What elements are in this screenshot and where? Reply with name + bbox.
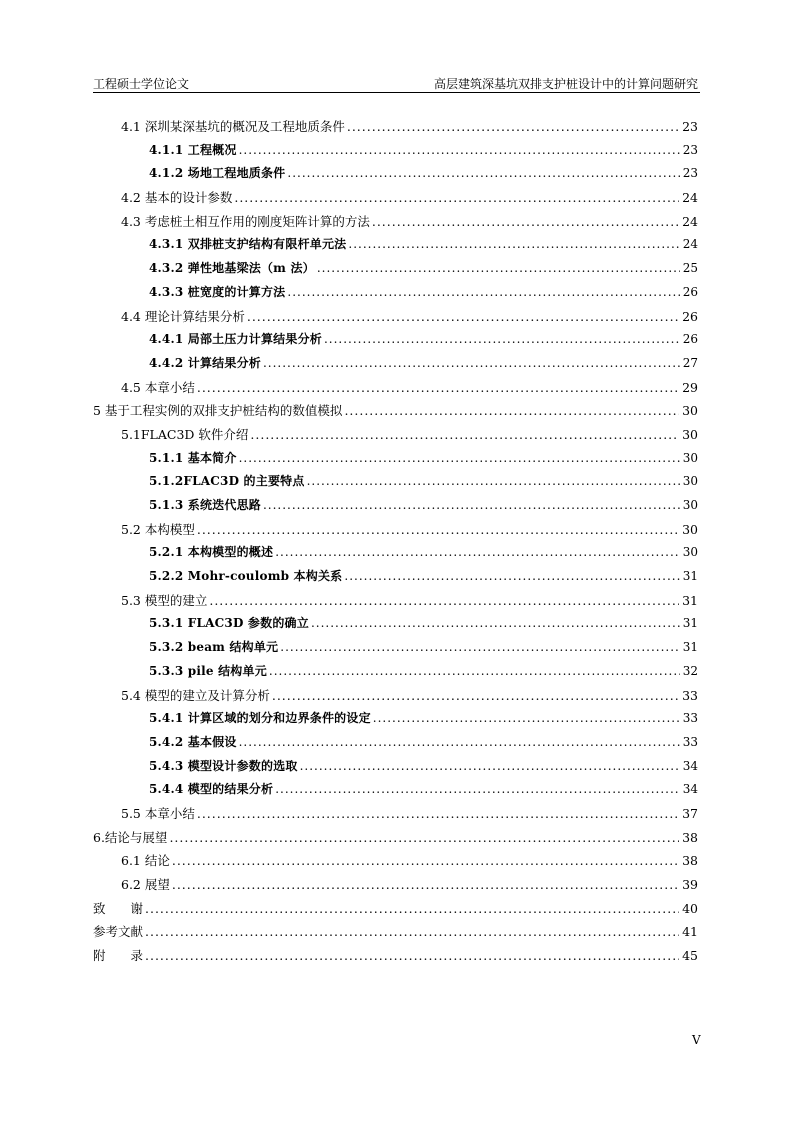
toc-entry[interactable] [93,210,698,234]
toc-dot-leader [172,849,679,873]
toc-entry[interactable] [93,802,698,826]
toc-entry-page: 30 [682,521,698,537]
toc-entry-title: 4.3.2 弹性地基梁法（m 法） [149,261,315,276]
toc-dot-leader [239,731,680,755]
running-header [93,78,700,93]
toc-entry[interactable] [93,470,698,494]
toc-dot-leader [145,920,679,944]
toc-dot-leader [169,826,679,850]
toc-entry-page: 30 [682,545,698,560]
toc-entry-title: 5.1.2FLAC3D 的主要特点 [149,474,305,489]
header-thesis-type: 工程硕士学位论文 [93,77,190,91]
toc-dot-leader [287,281,679,305]
toc-entry[interactable] [93,920,698,944]
toc-dot-leader [272,684,679,708]
toc-dot-leader [324,328,680,352]
toc-dot-leader [280,636,679,660]
toc-dot-leader [347,115,679,139]
toc-entry-page: 39 [682,877,698,892]
toc-entry-title: 5.3.2 beam 结构单元 [149,640,279,655]
toc-entry-title: 5.1.1 基本简介 [149,450,237,465]
toc-entry[interactable] [93,612,698,636]
toc-entry-page: 30 [682,426,698,442]
toc-entry-title: 5.2.1 本构模型的概述 [149,545,274,560]
toc-dot-leader [263,494,680,518]
toc-entry[interactable] [93,352,698,376]
toc-dot-leader [197,376,679,400]
toc-entry[interactable] [93,897,698,921]
toc-entry-page: 30 [682,450,698,465]
toc-entry-title: 4.4.1 局部土压力计算结果分析 [149,332,322,347]
header-thesis-title: 高层建筑深基坑双排支护桩设计中的计算问题研究 [433,77,698,91]
toc-entry[interactable] [93,162,698,186]
toc-entry-title: 参考文献 [93,924,144,940]
toc-dot-leader [373,707,680,731]
toc-entry-page: 33 [682,687,698,703]
toc-dot-leader [239,447,680,471]
toc-entry-title: 4.1.2 场地工程地质条件 [149,166,286,181]
toc-entry-page: 24 [682,190,698,206]
page-number: V [692,1033,701,1047]
toc-entry-title: 4.1 深圳某深基坑的概况及工程地质条件 [121,119,345,134]
toc-entry-page: 26 [682,332,698,347]
toc-entry[interactable] [93,399,698,423]
toc-dot-leader [275,541,680,565]
toc-entry[interactable] [93,707,698,731]
toc-dot-leader [300,755,680,779]
toc-dot-leader [307,470,680,494]
toc-dot-leader [145,944,679,968]
toc-entry[interactable] [93,518,698,542]
toc-entry[interactable] [93,541,698,565]
toc-entry-title: 4.1.1 工程概况 [149,142,237,157]
toc-entry[interactable] [93,849,698,873]
toc-entry-title: 附 录 [93,948,144,964]
toc-entry-title: 5.4.3 模型设计参数的选取 [149,758,298,773]
toc-entry-page: 26 [682,284,698,299]
toc-entry-title: 5.2.2 Mohr-coulomb 本构关系 [149,569,343,584]
toc-entry[interactable] [93,115,698,139]
toc-entry[interactable] [93,447,698,471]
toc-entry-title: 6.结论与展望 [93,829,168,845]
toc-entry[interactable] [93,731,698,755]
toc-entry[interactable] [93,494,698,518]
toc-dot-leader [172,873,679,897]
toc-entry-page: 30 [682,498,698,512]
toc-entry[interactable] [93,281,698,305]
toc-entry-page: 23 [682,142,698,157]
toc-entry-title: 4.5 本章小结 [121,379,195,395]
toc-dot-leader [269,660,680,684]
toc-entry[interactable] [93,328,698,352]
toc-entry-page: 25 [682,261,698,276]
toc-entry[interactable] [93,755,698,779]
toc-dot-leader [311,612,680,636]
toc-entry-page: 31 [682,616,698,631]
toc-entry-title: 5.3.3 pile 结构单元 [149,663,267,678]
toc-entry-title: 4.4 理论计算结果分析 [121,308,245,324]
toc-dot-leader [372,210,679,234]
toc-entry-page: 24 [682,213,698,229]
toc-entry-page: 24 [682,237,698,252]
toc-entry-page: 31 [682,640,698,655]
toc-dot-leader [247,305,679,329]
toc-entry-title: 5.1.3 系统迭代思路 [149,498,261,512]
toc-dot-leader [263,352,680,376]
toc-entry-title: 4.2 基本的设计参数 [121,190,233,206]
toc-entry-page: 45 [682,948,698,964]
toc-entry-page: 34 [682,758,698,773]
toc-entry-title: 5.3.1 FLAC3D 参数的确立 [149,616,309,631]
toc-dot-leader [239,139,680,163]
toc-dot-leader [275,778,680,802]
toc-dot-leader [234,186,679,210]
toc-entry-title: 5.4.1 计算区域的划分和边界条件的设定 [149,711,371,726]
toc-entry[interactable] [93,376,698,400]
toc-entry-title: 4.3 考虑桩土相互作用的刚度矩阵计算的方法 [121,213,370,229]
toc-entry[interactable] [93,565,698,589]
toc-entry-title: 5.4.4 模型的结果分析 [149,782,274,797]
toc-entry[interactable] [93,778,698,802]
toc-dot-leader [197,518,679,542]
toc-entry-page: 33 [682,711,698,726]
toc-entry-title: 4.3.3 桩宽度的计算方法 [149,284,286,299]
toc-entry[interactable] [93,636,698,660]
toc-entry-title: 5 基于工程实例的双排支护桩结构的数值模拟 [93,403,343,419]
toc-entry-page: 41 [682,924,698,940]
toc-entry-page: 31 [682,592,698,608]
toc-dot-leader [197,802,679,826]
toc-entry-page: 30 [682,474,698,489]
toc-entry-title: 6.1 结论 [121,853,170,869]
toc-entry-title: 5.1FLAC3D 软件介绍 [121,426,249,442]
toc-entry-page: 29 [682,379,698,395]
toc-entry[interactable] [93,589,698,613]
toc-entry-title: 5.5 本章小结 [121,805,195,821]
toc-entry-title: 6.2 展望 [121,877,170,892]
toc-dot-leader [287,162,679,186]
toc-entry-title: 4.3.1 双排桩支护结构有限杆单元法 [149,237,347,252]
toc-entry-page: 38 [682,853,698,869]
toc-entry-page: 27 [682,355,698,370]
toc-entry[interactable] [93,257,698,281]
toc-entry-title: 4.4.2 计算结果分析 [149,355,261,370]
toc-entry[interactable] [93,684,698,708]
toc-entry-page: 33 [682,734,698,749]
toc-entry-page: 37 [682,805,698,821]
toc-entry-page: 26 [682,308,698,324]
toc-entry-title: 5.4.2 基本假设 [149,734,237,749]
toc-entry[interactable] [93,423,698,447]
toc-entry-page: 34 [682,782,698,797]
toc-entry[interactable] [93,944,698,968]
toc-entry-title: 致 谢 [93,900,144,916]
toc-entry-page: 31 [682,569,698,584]
toc-dot-leader [209,589,679,613]
toc-dot-leader [250,423,679,447]
toc-entry-title: 5.3 模型的建立 [121,592,208,608]
toc-dot-leader [344,399,679,423]
toc-entry-page: 32 [682,663,698,678]
toc-entry[interactable] [93,660,698,684]
toc-entry-page: 30 [682,403,698,419]
toc-dot-leader [317,257,680,281]
toc-entry-page: 38 [682,829,698,845]
toc-entry-title: 5.4 模型的建立及计算分析 [121,687,270,703]
toc-entry[interactable] [93,233,698,257]
table-of-contents [93,115,698,968]
toc-entry[interactable] [93,873,698,897]
toc-entry[interactable] [93,139,698,163]
toc-entry-title: 5.2 本构模型 [121,521,195,537]
toc-dot-leader [145,897,679,921]
toc-entry-page: 23 [682,166,698,181]
toc-dot-leader [344,565,679,589]
toc-entry[interactable] [93,826,698,850]
toc-dot-leader [348,233,679,257]
toc-entry[interactable] [93,305,698,329]
toc-entry-page: 40 [682,900,698,916]
toc-entry[interactable] [93,186,698,210]
toc-entry-page: 23 [682,119,698,134]
